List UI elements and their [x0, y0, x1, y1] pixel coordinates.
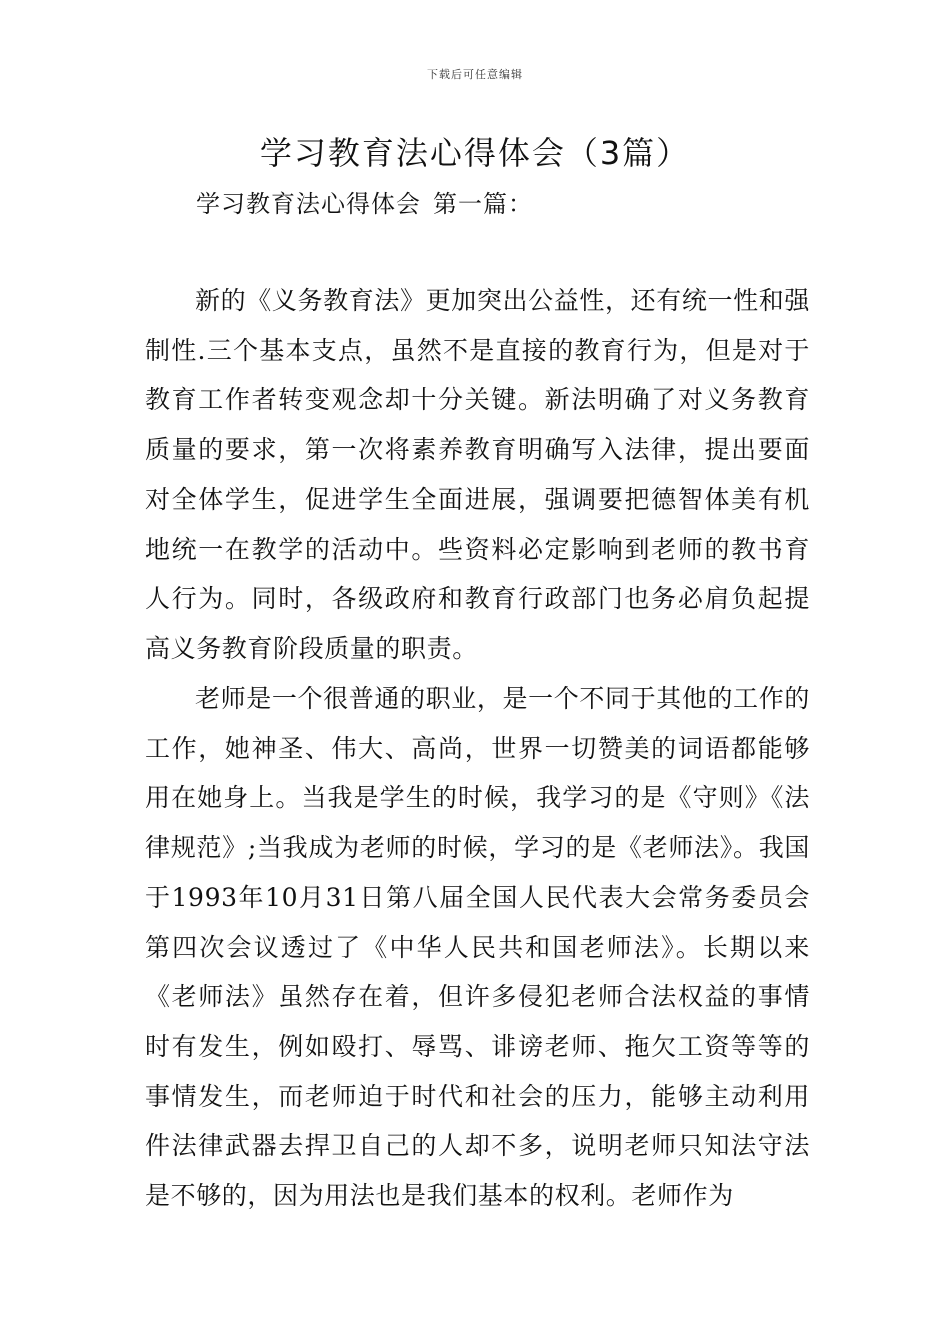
body-paragraph: 新的《义务教育法》更加突出公益性，还有统一性和强制性.三个基本支点，虽然不是直接的教育行为，但是对于教育工作者转变观念却十分关键。新法明确了对义务教育质量的要求，第一次将素养教育明确写入法律，提出要面对全体学生，促进学生全面进展，强调要把德智体美有机地统一在教学的活动中。些资料必定影响到老师的教书育人行为。同时，各级政府和教育行政部门也务必肩负起提高义务教育阶段质量的职责。 — [145, 286, 810, 663]
body-paragraph-1-block — [145, 276, 810, 674]
section-heading — [196, 184, 533, 219]
section-heading-text: 学习教育法心得体会 — [196, 190, 421, 218]
body-paragraph-2-block — [145, 674, 810, 1221]
document-title: 学习教育法心得体会（3篇） — [259, 134, 691, 172]
section-number: 第一篇： — [433, 190, 533, 218]
header-note: 下载后可任意编辑 — [427, 68, 523, 81]
body-paragraph: 老师是一个很普通的职业，是一个不同于其他的工作的工作，她神圣、伟大、高尚，世界一切赞美的词语都能够用在她身上。当我是学生的时候，我学习的是《守则》《法律规范》;当我成为老师的时候，学习的是《老师法》。我国于1993年10月31日第八届全国人民代表大会常务委员会第四次会议透过了《中华人民共和国老师法》。长期以来《老师法》虽然存在着，但许多侵犯老师合法权益的事情时有发生，例如殴打、辱骂、诽谤老师、拖欠工资等等的事情发生，而老师迫于时代和社会的压力，能够主动利用件法律武器去捍卫自己的人却不多，说明老师只知法守法是不够的，因为用法也是我们基本的权利。老师作为 — [145, 684, 810, 1211]
